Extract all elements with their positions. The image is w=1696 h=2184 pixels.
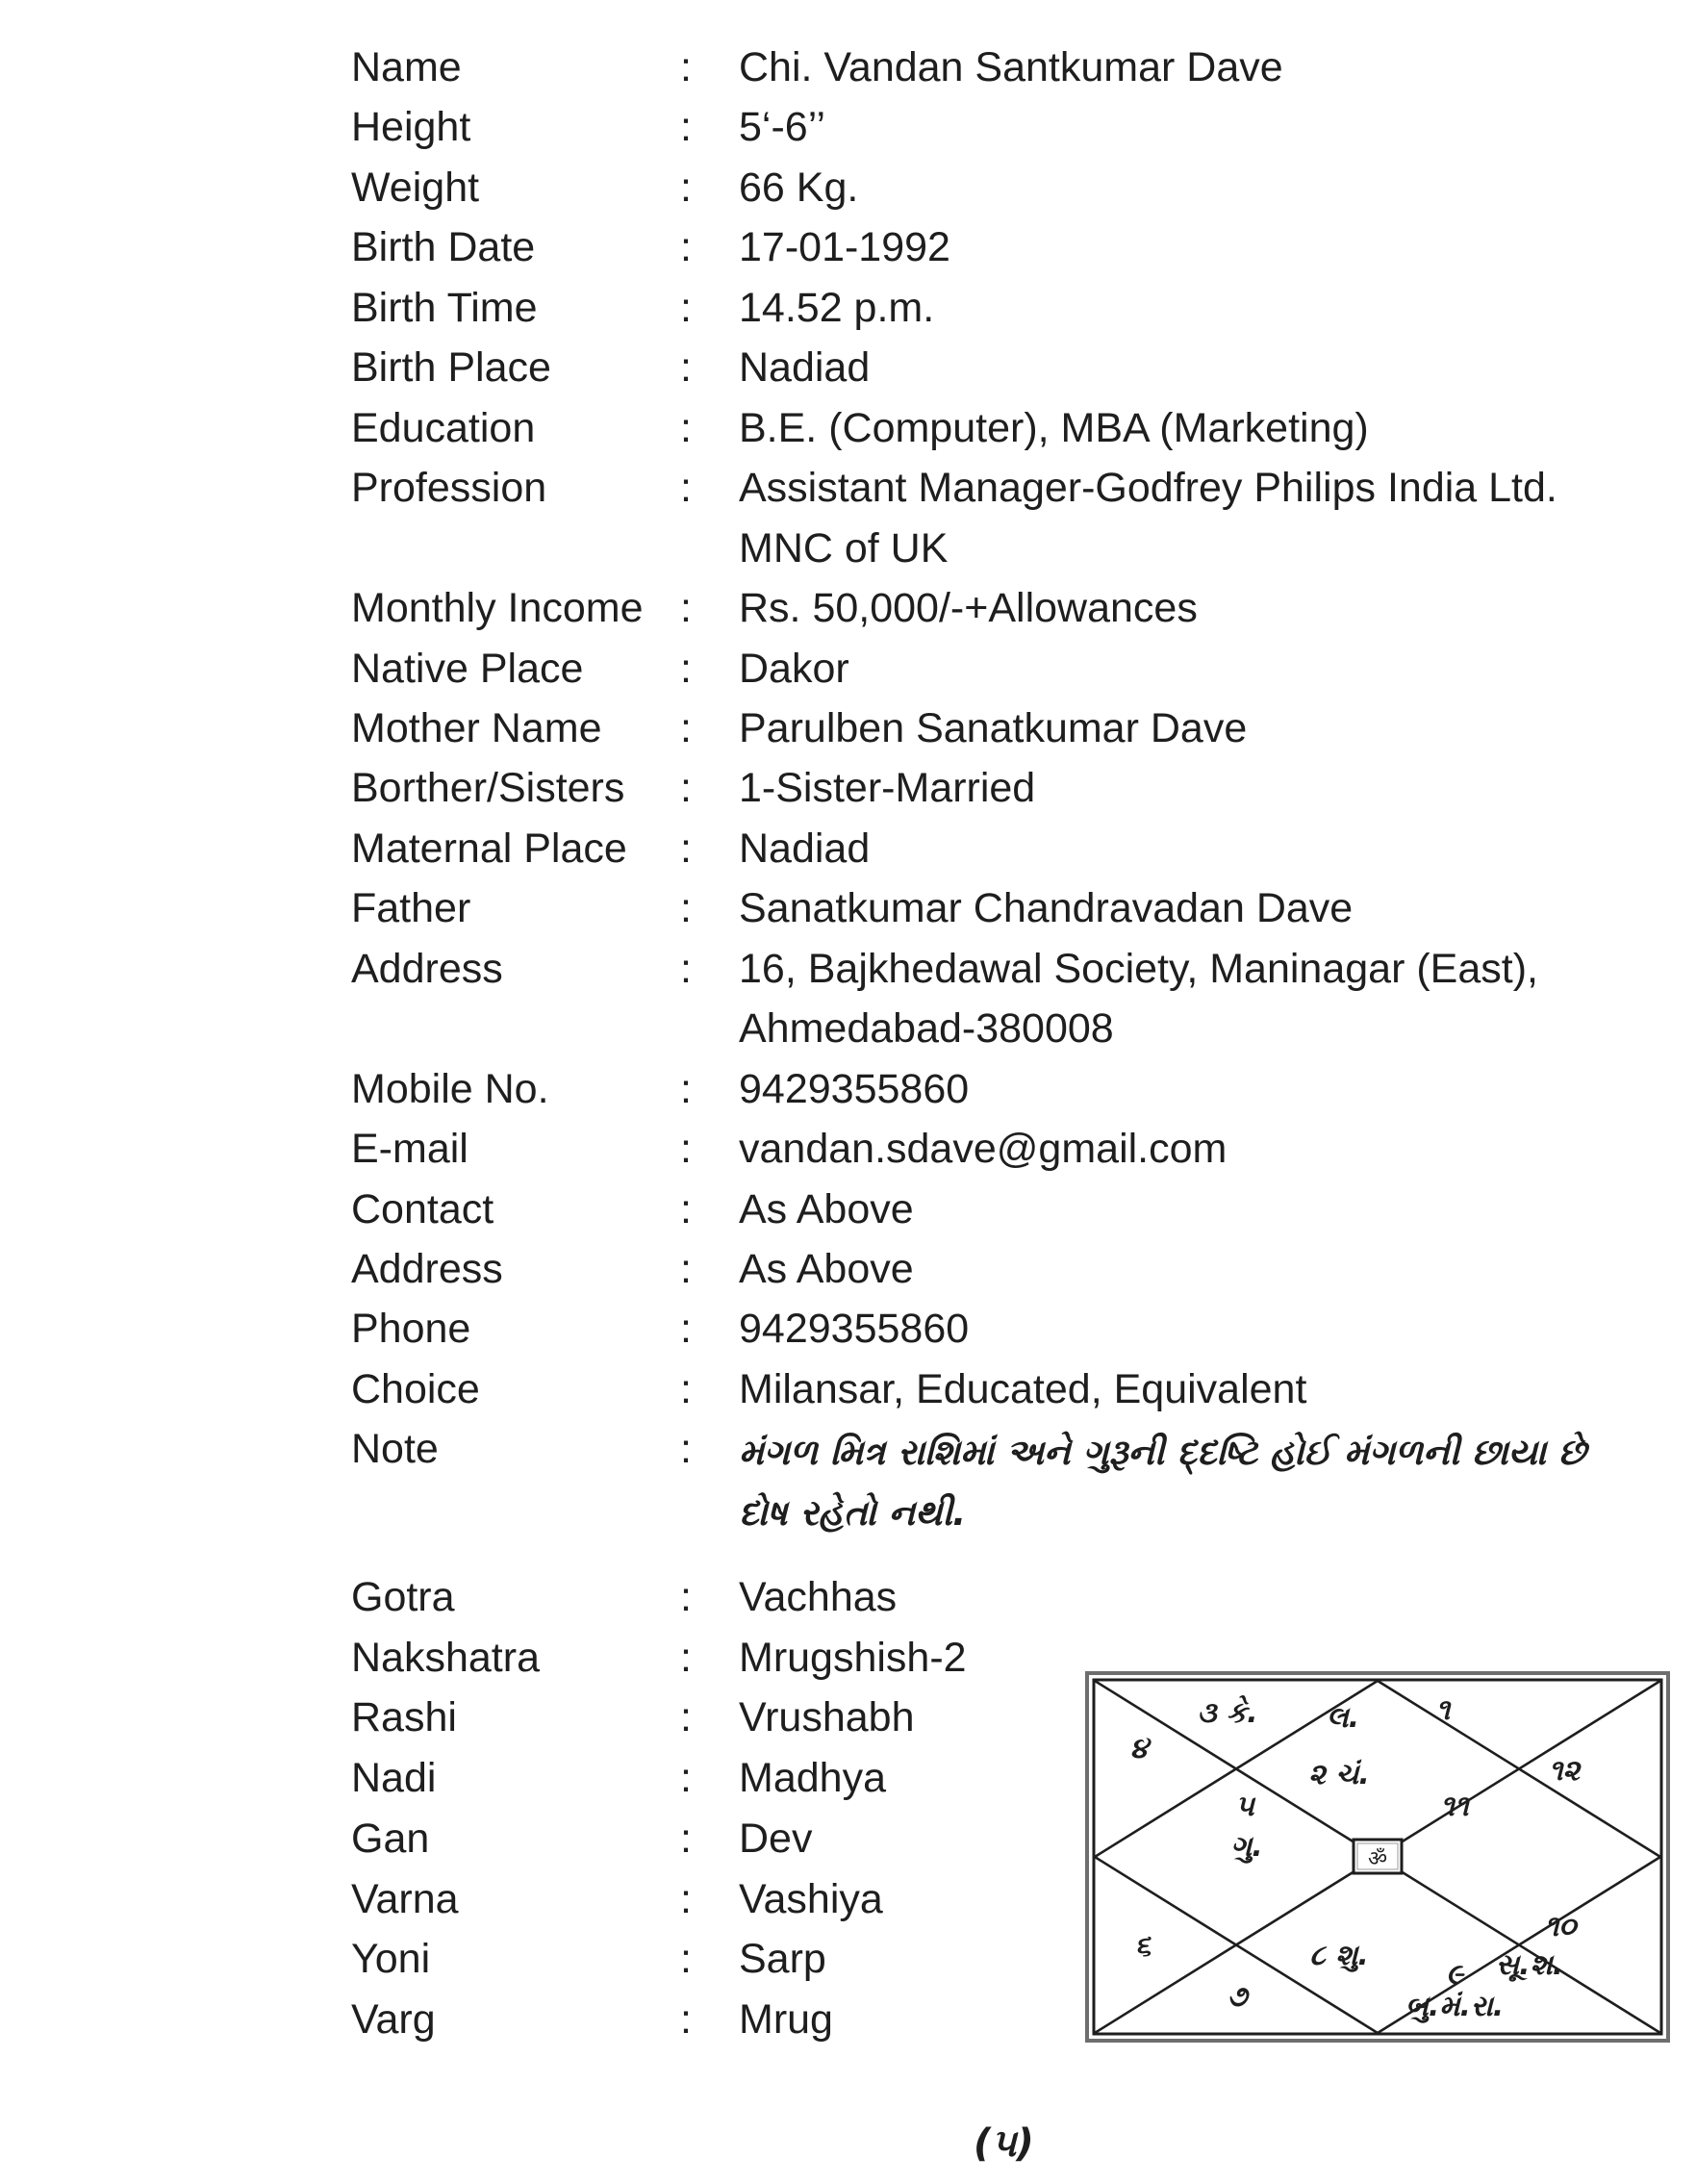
astro-row (0, 1559, 1696, 1618)
profile-row (0, 29, 1696, 89)
field-separator: : (680, 885, 692, 932)
field-value: 14.52 p.m. (739, 284, 935, 331)
field-separator: : (680, 765, 692, 812)
field-separator: : (680, 825, 692, 872)
field-label: Note (351, 1426, 439, 1473)
field-separator: : (680, 1246, 692, 1292)
house-label: ૯ (1446, 1958, 1463, 1992)
profile-row (0, 930, 1696, 990)
field-separator: : (680, 164, 692, 211)
astro-value: Sarp (739, 1936, 826, 1983)
field-value: 9429355860 (739, 1306, 970, 1353)
field-label: Phone (351, 1306, 471, 1353)
field-label: Mother Name (351, 704, 602, 751)
house-label: ૧ (1435, 1693, 1451, 1727)
field-value: Assistant Manager-Godfrey Philips India Ltd. (739, 465, 1557, 512)
om-symbol-icon: ॐ (1367, 1847, 1388, 1871)
profile-row (0, 1410, 1696, 1474)
field-label: Education (351, 404, 536, 451)
astro-label: Nadi (351, 1755, 437, 1802)
house-label: ૧૦ (1544, 1910, 1577, 1943)
astro-label: Varg (351, 1995, 436, 2043)
field-value: Rs. 50,000/-+Allowances (739, 585, 1198, 632)
field-separator: : (680, 44, 692, 90)
profile-row (0, 449, 1696, 512)
astro-value: Mrugshish-2 (739, 1634, 967, 1681)
field-label: Contact (351, 1185, 494, 1232)
profile-row (0, 1290, 1696, 1353)
house-label: ગુ. (1230, 1830, 1263, 1864)
profile-row-continuation (0, 990, 1696, 1053)
field-value: 9429355860 (739, 1065, 970, 1112)
field-value: 16, Bajkhedawal Society, Maninagar (East), (739, 945, 1538, 992)
field-label: Native Place (351, 645, 584, 692)
field-label: Weight (351, 164, 480, 211)
astro-label: Gotra (351, 1574, 455, 1620)
profile-row (0, 329, 1696, 392)
astro-label: Yoni (351, 1936, 431, 1983)
astro-separator: : (680, 1936, 692, 1983)
field-separator: : (680, 1065, 692, 1112)
field-label: Birth Place (351, 344, 551, 392)
field-value: Chi. Vandan Santkumar Dave (739, 44, 1283, 90)
field-separator: : (680, 1426, 692, 1473)
field-value: vandan.sdave@gmail.com (739, 1126, 1228, 1173)
profile-row (0, 749, 1696, 812)
field-separator: : (680, 945, 692, 992)
house-label: ૫ (1235, 1790, 1254, 1823)
profile-row (0, 209, 1696, 271)
field-value-continued: દોષ રહેતો નથી. (739, 1491, 967, 1534)
field-separator: : (680, 1306, 692, 1353)
astro-label: Gan (351, 1815, 430, 1862)
house-label: લ. (1326, 1701, 1360, 1735)
profile-row (0, 570, 1696, 632)
astro-value: Madhya (739, 1755, 886, 1802)
field-separator: : (680, 284, 692, 331)
profile-row (0, 390, 1696, 449)
field-value-continued: Ahmedabad-380008 (739, 1005, 1114, 1053)
field-label: Borther/Sisters (351, 765, 625, 812)
house-label: ૪ (1129, 1732, 1149, 1765)
field-value: Nadiad (739, 344, 871, 392)
field-value-continued: MNC of UK (739, 524, 949, 571)
field-value: 17-01-1992 (739, 224, 950, 271)
astro-separator: : (680, 1995, 692, 2043)
page-number: (૫) (974, 2121, 1034, 2166)
house-label: ૭ (1227, 1980, 1248, 2014)
field-label: Choice (351, 1365, 480, 1412)
house-label: ૧૨ (1548, 1754, 1581, 1788)
house-label: ૨ ચં. (1308, 1758, 1370, 1791)
field-separator: : (680, 344, 692, 392)
profile-row (0, 1351, 1696, 1410)
field-separator: : (680, 224, 692, 271)
field-value: As Above (739, 1246, 914, 1292)
field-value: As Above (739, 1185, 914, 1232)
field-separator: : (680, 465, 692, 512)
profile-row (0, 1110, 1696, 1173)
house-label: ૮ શુ. (1309, 1939, 1369, 1972)
field-value: મંગળ મિત્ર રાશિમાં અને ગુરૂની દ્દષ્ટિ હોઈ મંગળની છાયા છે (739, 1432, 1586, 1474)
field-label: Father (351, 885, 471, 932)
astro-separator: : (680, 1634, 692, 1681)
profile-row (0, 690, 1696, 749)
field-separator: : (680, 585, 692, 632)
field-separator: : (680, 645, 692, 692)
kundali-chart (1085, 1671, 1670, 2043)
astro-separator: : (680, 1694, 692, 1741)
house-label: ૧૧ (1440, 1790, 1469, 1823)
house-label: ૬ (1134, 1929, 1152, 1963)
field-value: Dakor (739, 645, 849, 692)
field-value: 66 Kg. (739, 164, 859, 211)
profile-row (0, 870, 1696, 932)
astro-label: Rashi (351, 1694, 457, 1741)
field-label: Address (351, 1246, 503, 1292)
field-label: Name (351, 44, 462, 90)
field-value: B.E. (Computer), MBA (Marketing) (739, 404, 1369, 451)
field-label: Birth Time (351, 284, 538, 331)
astro-value: Mrug (739, 1995, 833, 2043)
house-label: બુ.મં.રા. (1405, 1990, 1505, 2023)
field-label: Birth Date (351, 224, 536, 271)
field-label: Mobile No. (351, 1065, 549, 1112)
astro-row (0, 1619, 1696, 1679)
field-label: E-mail (351, 1126, 468, 1173)
field-value: Nadiad (739, 825, 871, 872)
field-value: Milansar, Educated, Equivalent (739, 1365, 1307, 1412)
astro-value: Vachhas (739, 1574, 898, 1620)
field-separator: : (680, 1365, 692, 1412)
field-separator: : (680, 704, 692, 751)
field-label: Monthly Income (351, 585, 644, 632)
astro-separator: : (680, 1875, 692, 1922)
house-label: ૩ કે. (1197, 1696, 1258, 1730)
house-label: સૂ.શ. (1495, 1948, 1564, 1982)
profile-row (0, 630, 1696, 690)
astro-label: Varna (351, 1875, 459, 1922)
field-value: 1-Sister-Married (739, 765, 1036, 812)
field-separator: : (680, 404, 692, 451)
profile-row (0, 149, 1696, 209)
profile-row (0, 1051, 1696, 1110)
profile-row (0, 810, 1696, 870)
field-separator: : (680, 104, 692, 151)
field-label: Address (351, 945, 503, 992)
astro-value: Vashiya (739, 1875, 883, 1922)
field-value: Parulben Sanatkumar Dave (739, 704, 1248, 751)
profile-row (0, 1231, 1696, 1290)
field-label: Profession (351, 465, 547, 512)
astro-separator: : (680, 1755, 692, 1802)
profile-row-continuation (0, 510, 1696, 570)
profile-row (0, 89, 1696, 151)
astro-separator: : (680, 1574, 692, 1620)
field-separator: : (680, 1185, 692, 1232)
astro-label: Nakshatra (351, 1634, 540, 1681)
astro-value: Dev (739, 1815, 813, 1862)
field-value: Sanatkumar Chandravadan Dave (739, 885, 1354, 932)
field-separator: : (680, 1126, 692, 1173)
profile-row-continuation (0, 1471, 1696, 1534)
field-label: Height (351, 104, 471, 151)
field-value: 5‘-6’’ (739, 104, 826, 151)
astro-separator: : (680, 1815, 692, 1862)
profile-row (0, 269, 1696, 329)
astro-value: Vrushabh (739, 1694, 915, 1741)
field-label: Maternal Place (351, 825, 627, 872)
profile-row (0, 1171, 1696, 1231)
